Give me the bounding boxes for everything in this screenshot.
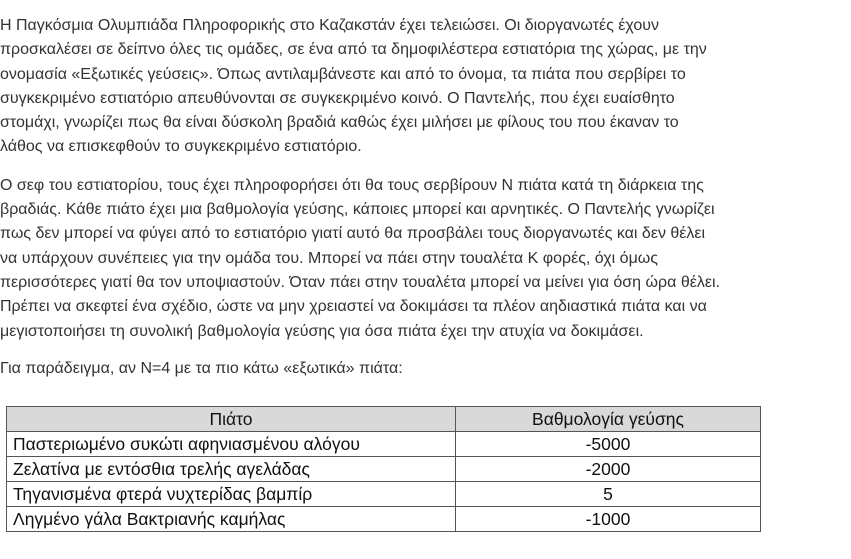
dish-name-cell: Ζελατίνα με εντόσθια τρελής αγελάδας bbox=[7, 457, 456, 482]
text-line: βραδιάς. Κάθε πιάτο έχει μια βαθμολογία γεύσης, κάποιες μπορεί και αρνητικές. Ο Παντελής γνωρίζει bbox=[0, 201, 715, 219]
dish-name-cell: Παστεριωμένο συκώτι αφηνιασμένου αλόγου bbox=[7, 432, 456, 457]
text-line: ονομασία «Εξωτικές γεύσεις». Όπως αντιλαμβάνεστε και από το όνομα, τα πιάτα που σερβίρει το bbox=[0, 65, 686, 83]
paragraph-example bbox=[0, 357, 851, 381]
text-line: Πρέπει να σκεφτεί ένα σχέδιο, ώστε να μην χρειαστεί να δοκιμάσει τα πλέον αηδιαστικά πιάτα και να bbox=[0, 298, 707, 316]
text-line: στομάχι, γνωρίζει πως θα είναι δύσκολη βραδιά καθώς έχει μιλήσει με φίλους του που έκαναν το bbox=[0, 114, 679, 132]
taste-score-cell: 5 bbox=[456, 482, 761, 507]
text-line: περισσότερες γιατί θα τον υποψιαστούν. Όταν πάει στην τουαλέτα μπορεί να μείνει για όση ώρα θέλει. bbox=[0, 273, 720, 291]
dishes-table bbox=[6, 406, 761, 532]
header-dish: Πιάτο bbox=[7, 407, 456, 432]
text-line: συγκεκριμένο εστιατόριο απευθύνονται σε συγκεκριμένο κοινό. Ο Παντελής, που έχει ευαίσθητο bbox=[0, 89, 675, 107]
text-line: Ο σεφ του εστιατορίου, τους έχει πληροφορήσει ότι θα τους σερβίρουν N πιάτα κατά τη διάρκεια της bbox=[0, 176, 704, 194]
taste-score-cell: -1000 bbox=[456, 507, 761, 532]
table-header-row bbox=[7, 407, 761, 432]
text-line: Η Παγκόσμια Ολυμπιάδα Πληροφορικής στο Καζακστάν έχει τελειώσει. Οι διοργανωτές έχουν bbox=[0, 17, 660, 34]
text-line: πως δεν μπορεί να φύγει από το εστιατόριο γιατί αυτό θα προσβάλει τους διοργανωτές και δεν θέλει bbox=[0, 225, 706, 243]
dish-name-cell: Ληγμένο γάλα Βακτριανής καμήλας bbox=[7, 507, 456, 532]
table-row bbox=[7, 482, 761, 507]
text-line: Για παράδειγμα, αν N=4 με τα πιο κάτω «εξωτικά» πιάτα: bbox=[0, 359, 403, 377]
taste-score-cell: -5000 bbox=[456, 432, 761, 457]
taste-score-cell: -2000 bbox=[456, 457, 761, 482]
table-row bbox=[7, 432, 761, 457]
table-row bbox=[7, 507, 761, 532]
dish-name-cell: Τηγανισμένα φτερά νυχτερίδας βαμπίρ bbox=[7, 482, 456, 507]
text-line: λάθος να επισκεφθούν το συγκεκριμένο εστιατόριο. bbox=[0, 138, 362, 156]
text-line: προσκαλέσει σε δείπνο όλες τις ομάδες, σε ένα από τα δημοφιλέστερα εστιατόρια της χώρας, με την bbox=[0, 41, 707, 59]
dishes-table-container bbox=[6, 406, 761, 532]
paragraph-intro bbox=[0, 14, 851, 160]
paragraph-rules bbox=[0, 174, 851, 344]
text-line: να υπάρχουν συνέπειες για την ομάδα του. Μπορεί να πάει στην τουαλέτα K φορές, όχι όμως bbox=[0, 249, 658, 267]
header-taste-score: Βαθμολογία γεύσης bbox=[456, 407, 761, 432]
text-line: μεγιστοποιήσει τη συνολική βαθμολογία γεύσης για όσα πιάτα έχει την ατυχία να δοκιμάσει. bbox=[0, 322, 644, 340]
table-row bbox=[7, 457, 761, 482]
problem-statement bbox=[0, 14, 851, 381]
